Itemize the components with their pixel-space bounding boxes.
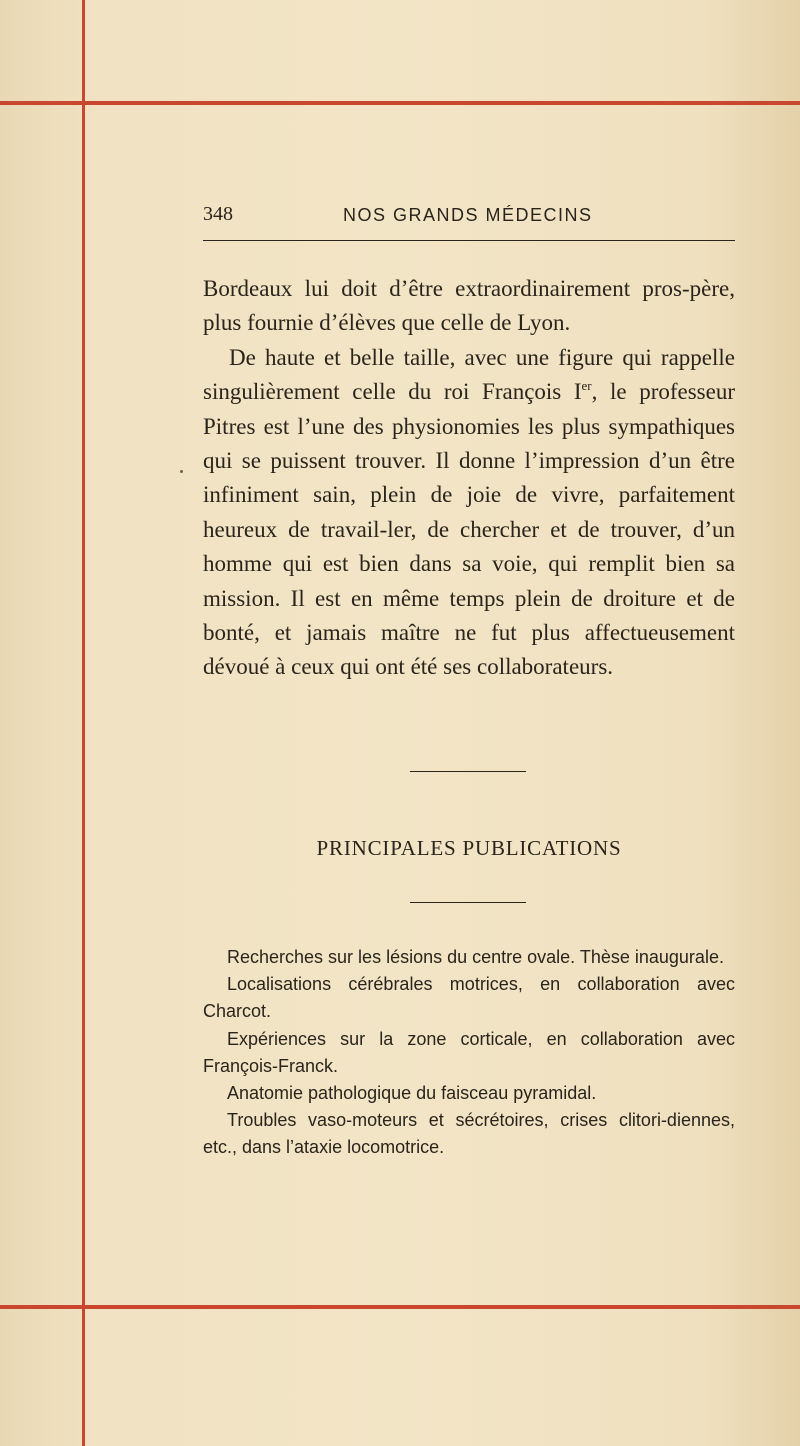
- body-text: [203, 272, 735, 685]
- separator-rule-lower: [410, 902, 526, 903]
- running-title: NOS GRANDS MÉDECINS: [343, 205, 593, 225]
- paragraph-2-start: De haute et belle taille, avec une figure qui rappelle singulièrement celle du roi François I: [203, 344, 735, 405]
- top-red-rule: [0, 101, 800, 105]
- publication-item: Troubles vaso-moteurs et sécrétoires, crises clitori-diennes, etc., dans l’ataxie locomotrice.: [203, 1110, 735, 1158]
- publication-item: Expériences sur la zone corticale, en collaboration avec François-Franck.: [203, 1028, 735, 1076]
- superscript-er: er: [581, 378, 592, 394]
- page-number: 348: [203, 203, 233, 225]
- publication-item: Recherches sur les lésions du centre ovale. Thèse inaugurale.: [227, 947, 724, 967]
- paragraph-2-rest: , le professeur Pitres est l’une des physionomies les plus sympathiques qui se puissent trouver. Il donne l’impression d’un être infiniment sain, plein de joie de vivre, parfaitement heureux de travail-ler, de chercher et de trouver, d’un homme qui est bien dans sa voie, qui remplit bien sa mission. Il est en même temps plein de droiture et de bonté, et jamais maître ne fut plus affectueusement dévoué à ceux qui ont été ses collaborateurs.: [203, 379, 735, 680]
- paragraph-1: Bordeaux lui doit d’être extraordinairement pros-père, plus fournie d’élèves que celle de Lyon.: [203, 276, 735, 336]
- stray-dot: [180, 470, 183, 473]
- left-red-rule: [82, 0, 85, 1446]
- section-heading: PRINCIPALES PUBLICATIONS: [316, 836, 622, 860]
- separator-rule-upper: [410, 771, 526, 772]
- publication-item: Localisations cérébrales motrices, en collaboration avec Charcot.: [203, 974, 735, 1022]
- publication-item: Anatomie pathologique du faisceau pyramidal.: [227, 1083, 597, 1104]
- page-header: [203, 203, 735, 233]
- paragraph-2: [203, 341, 735, 685]
- publications-list: [203, 944, 735, 1162]
- header-rule: [203, 240, 735, 241]
- bottom-red-rule: [0, 1305, 800, 1309]
